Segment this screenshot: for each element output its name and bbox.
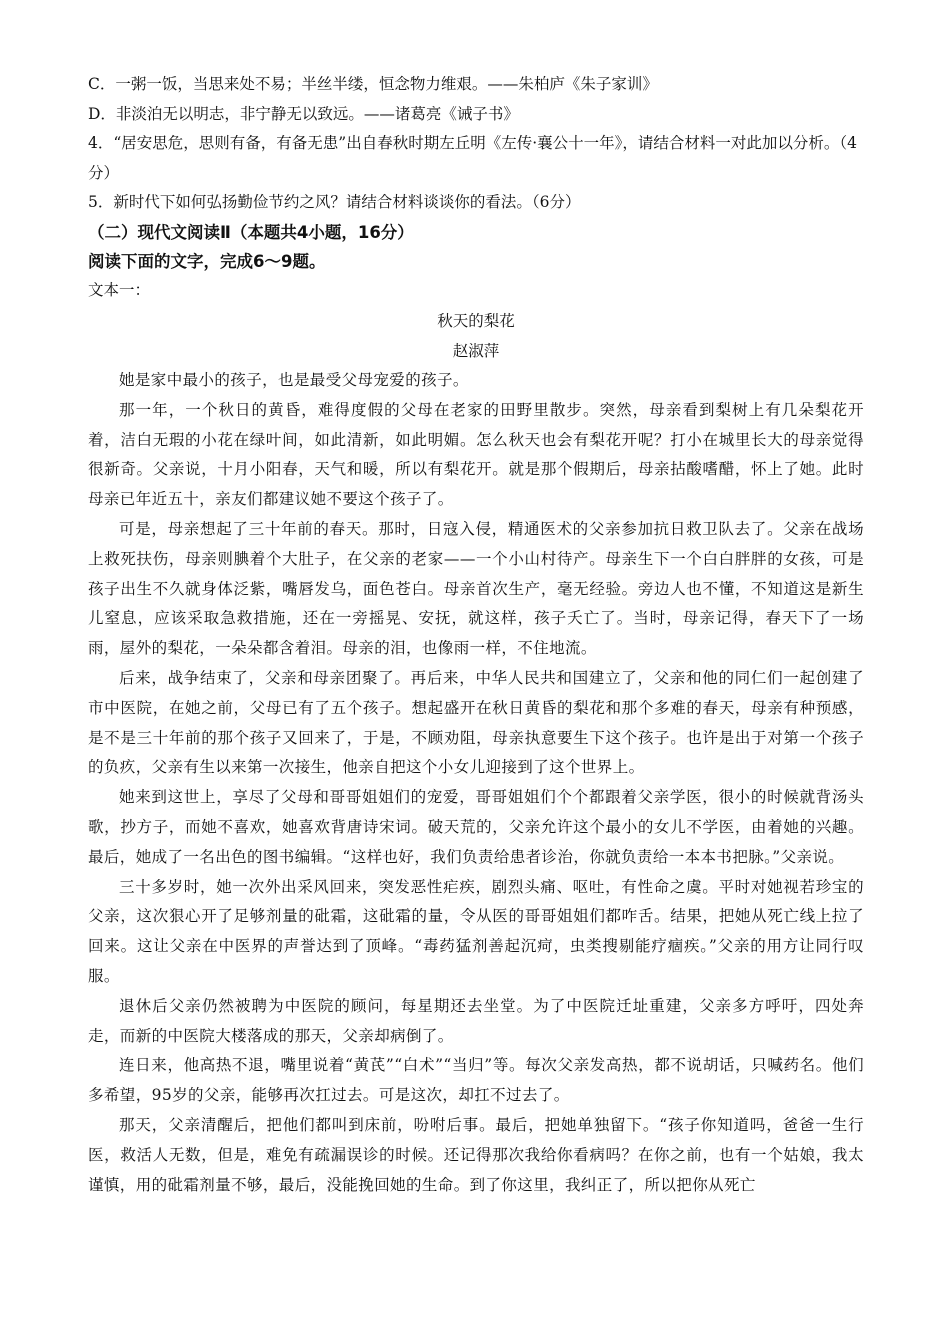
story-paragraph: 那一年，一个秋日的黄昏，难得度假的父母在老家的田野里散步。突然，母亲看到梨树上有几朵梨花开着，洁白无瑕的小花在绿叶间，如此清新，如此明媚。怎么秋天也会有梨花开呢？打小在城里长大的母亲觉得很新奇。父亲说，十月小阳春，天气和暖，所以有梨花开。就是那个假期后，母亲拈酸嗜醋，怀上了她。此时母亲已年近五十，亲友们都建议她不要这个孩子了。 <box>88 400 864 509</box>
story-paragraph: 那天，父亲清醒后，把他们都叫到床前，吩咐后事。最后，把她单独留下。“孩子你知道吗，爸爸一生行医，救活人无数，但是，难免有疏漏误诊的时候。还记得那次我给你看病吗？在你之前，也有一个姑娘，我太谨慎，用的砒霜剂量不够，最后，没能挽回她的生命。到了你这里，我纠正了，所以把你从死亡 <box>88 1115 864 1194</box>
story-paragraph: 连日来，他高热不退，嘴里说着“黄芪”“白术”“当归”等。每次父亲发高热，都不说胡话，只喊药名。他们多希望，95岁的父亲，能够再次扛过去。可是这次，却扛不过去了。 <box>88 1056 864 1105</box>
story-paragraph: 三十多岁时，她一次外出采风回来，突发恶性疟疾，剧烈头痛、呕吐，有性命之虞。平时对她视若珍宝的父亲，这次狠心开了足够剂量的砒霜，这砒霜的量，令从医的哥哥姐姐们都咋舌。结果，把她从死亡线上拉了回来。这让父亲在中医界的声誉达到了顶峰。“毒药猛剂善起沉疴，虫类搜剔能疗痼疾。”父亲的用方让同行叹服。 <box>88 877 864 985</box>
story-title: 秋天的梨花 <box>437 312 515 330</box>
text-label: 文本一： <box>88 280 151 299</box>
story-paragraph: 退休后父亲仍然被聘为中医院的顾问，每星期还去坐堂。为了中医院迁址重建，父亲多方呼吁，四处奔走，而新的中医院大楼落成的那天，父亲却病倒了。 <box>88 996 864 1045</box>
reading-instruction: 阅读下面的文字，完成6～9题。 <box>88 251 326 271</box>
story-paragraph: 她来到这世上，享尽了父母和哥哥姐姐们的宠爱，哥哥姐姐们个个都跟着父亲学医，很小的时候就背汤头歌，抄方子，而她不喜欢，她喜欢背唐诗宋词。破天荒的，父亲允许这个最小的女儿不学医，由着她的兴趣。最后，她成了一名出色的图书编辑。“这样也好，我们负责给患者诊治，你就负责给一本本书把脉。”父亲说。 <box>88 788 864 866</box>
option-c: C．一粥一饭，当思来处不易；半丝半缕，恒念物力维艰。——朱柏庐《朱子家训》 <box>88 75 658 93</box>
story-paragraph: 后来，战争结束了，父亲和母亲团聚了。再后来，中华人民共和国建立了，父亲和他的同仁们一起创建了市中医院，在她之前，父母已有了五个孩子。想起盛开在秋日黄昏的梨花和那个多难的春天，母亲有种预感，是不是三十年前的那个孩子又回来了，于是，不顾劝阻，母亲执意要生下这个孩子。也许是出于对第一个孩子的负疚，父亲有生以来第一次接生，他亲自把这个小女儿迎接到了这个世界上。 <box>88 668 864 777</box>
option-d: D．非淡泊无以明志，非宁静无以致远。——诸葛亮《诫子书》 <box>88 104 519 123</box>
story-paragraph: 她是家中最小的孩子，也是最受父母宠爱的孩子。 <box>119 371 469 389</box>
document-page <box>88 70 864 1200</box>
story-author: 赵淑萍 <box>452 341 500 360</box>
section-heading: （二）现代文阅读Ⅱ（本题共4小题，16分） <box>88 222 414 242</box>
question-5: 5．新时代下如何弘扬勤俭节约之风？请结合材料谈谈你的看法。（6分） <box>88 193 581 211</box>
question-4: 4．“居安思危，思则有备，有备无患”出自春秋时期左丘明《左传·襄公十一年》，请结合材料一对此加以分析。（4分） <box>88 134 858 182</box>
story-paragraph: 可是，母亲想起了三十年前的春天。那时，日寇入侵，精通医术的父亲参加抗日救卫队去了。父亲在战场上救死扶伤，母亲则腆着个大肚子，在父亲的老家——一个小山村待产。母亲生下一个白白胖胖的女孩，可是孩子出生不久就身体泛紫，嘴唇发乌，面色苍白。母亲首次生产，毫无经验。旁边人也不懂，不知道这是新生儿窒息，应该采取急救措施，还在一旁摇晃、安抚，就这样，孩子夭亡了。当时，母亲记得，春天下了一场雨，屋外的梨花，一朵朵都含着泪。母亲的泪，也像雨一样，不住地流。 <box>88 519 864 658</box>
